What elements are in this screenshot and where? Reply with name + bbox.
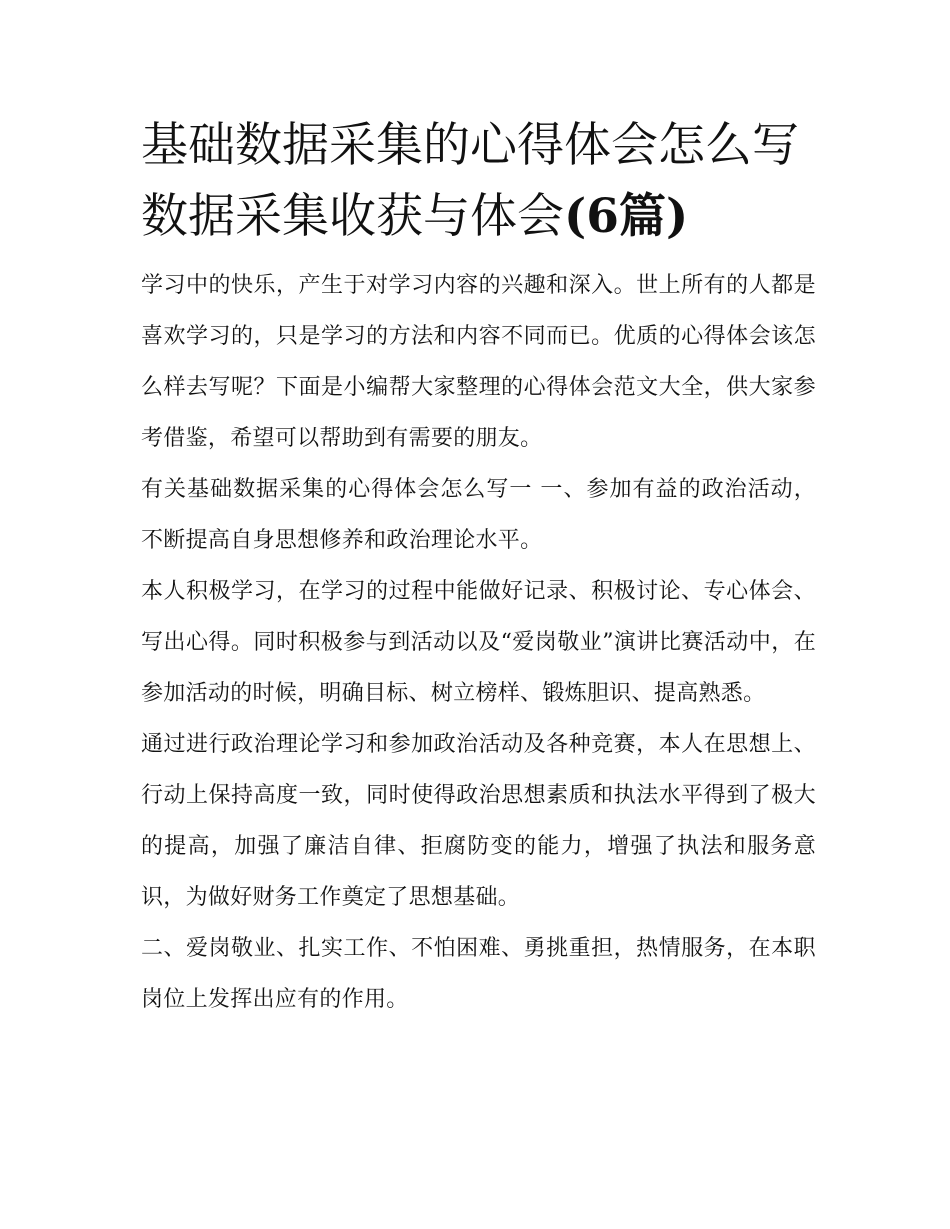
paragraph-political: 通过进行政治理论学习和参加政治活动及各种竞赛，本人在思想上、行动上保持高度一致，同时使得政治思想素质和执法水平得到了极大的提高，加强了廉洁自律、拒腐防变的能力，增强了执法和服务意识，为做好财务工作奠定了思想基础。	[141, 732, 816, 910]
paragraph-intro: 学习中的快乐，产生于对学习内容的兴趣和深入。世上所有的人都是喜欢学习的，只是学习的方法和内容不同而已。优质的心得体会该怎么样去写呢？下面是小编帮大家整理的心得体会范文大全，供大家参考借鉴，希望可以帮助到有需要的朋友。	[141, 273, 816, 451]
title-suffix: (6篇)	[564, 189, 689, 244]
paragraph-study: 本人积极学习，在学习的过程中能做好记录、积极讨论、专心体会、写出心得。同时积极参与到活动以及“爱岗敬业”演讲比赛活动中，在参加活动的时候，明确目标、树立榜样、锻炼胆识、提高熟悉。	[141, 579, 816, 706]
paragraph-section-one: 有关基础数据采集的心得体会怎么写一 一、参加有益的政治活动，不断提高自身思想修养和政治理论水平。	[141, 477, 816, 553]
paragraph-section-two: 二、爱岗敬业、扎实工作、不怕困难、勇挑重担，热情服务，在本职岗位上发挥出应有的作用。	[141, 936, 816, 1012]
document-title	[141, 110, 816, 252]
title-main: 基础数据采集的心得体会怎么写 数据采集收获与体会	[141, 118, 799, 244]
document-page	[141, 110, 816, 1025]
